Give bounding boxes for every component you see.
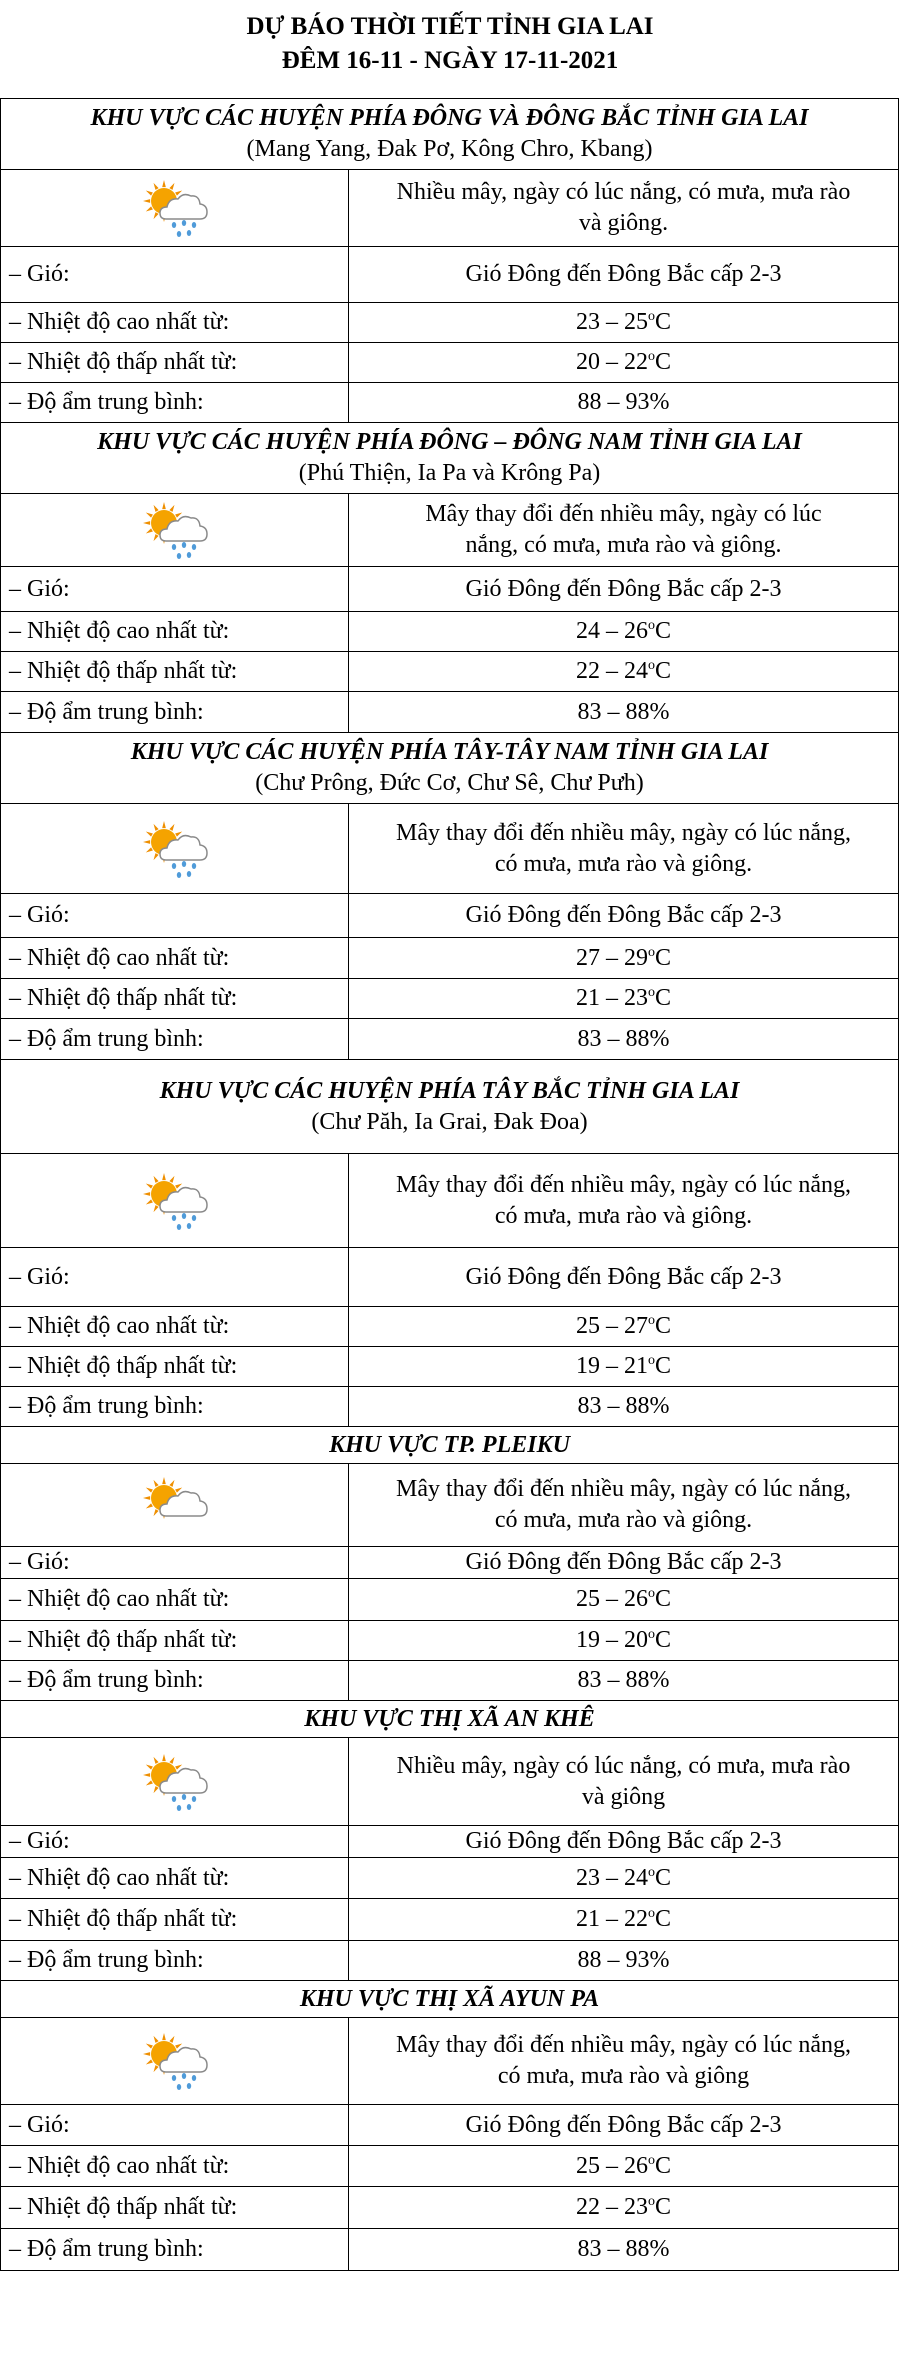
- degree-symbol: o: [647, 1906, 655, 1921]
- description-line: và giông: [581, 1783, 666, 1810]
- degree-symbol: o: [647, 985, 655, 1000]
- region-header: [1, 1427, 899, 1464]
- humidity-value: 83 – 88%: [349, 1019, 899, 1060]
- min-temp-label: – Nhiệt độ thấp nhất từ:: [1, 1621, 349, 1661]
- sun-cloud-rain-icon: [136, 173, 214, 243]
- min-temp-label: – Nhiệt độ thấp nhất từ:: [1, 2187, 349, 2229]
- min-temp-value: [349, 979, 899, 1019]
- temperature-range: 22 – 24: [575, 658, 648, 684]
- sun-cloud-rain-icon: [136, 495, 214, 565]
- degree-symbol: o: [647, 944, 655, 960]
- min-temp-value: [349, 2187, 899, 2229]
- region-name: KHU VỰC THỊ XÃ AN KHÊ: [304, 1705, 595, 1732]
- region-name: KHU VỰC CÁC HUYỆN PHÍA ĐÔNG – ĐÔNG NAM TỈNH GIA LAI: [97, 429, 802, 455]
- description-line: có mưa, mưa rào và giông.: [494, 850, 753, 877]
- humidity-label: – Độ ẩm trung bình:: [1, 1387, 349, 1427]
- humidity-label: – Độ ẩm trung bình:: [1, 692, 349, 733]
- wind-value: Gió Đông đến Đông Bắc cấp 2-3: [349, 1547, 899, 1579]
- description-line: Mây thay đổi đến nhiều mây, ngày có lúc nắng,: [396, 1476, 851, 1502]
- region-districts: (Chư Prông, Đức Cơ, Chư Sê, Chư Pưh): [255, 770, 644, 796]
- max-temp-value: [349, 1858, 899, 1899]
- region-districts: (Mang Yang, Đak Pơ, Kông Chro, Kbang): [246, 136, 653, 162]
- humidity-value: 83 – 88%: [349, 1661, 899, 1701]
- region-header: [1, 1060, 899, 1154]
- max-temp-label: – Nhiệt độ cao nhất từ:: [1, 612, 349, 652]
- max-temp-label: – Nhiệt độ cao nhất từ:: [1, 303, 349, 343]
- description-line: Mây thay đổi đến nhiều mây, ngày có lúc: [425, 501, 822, 527]
- title-line-2: ĐÊM 16-11 - NGÀY 17-11-2021: [281, 47, 619, 74]
- degree-symbol: o: [647, 1353, 655, 1368]
- temperature-range: 25 – 26: [575, 2152, 648, 2179]
- sun-cloud-rain-icon: [136, 2026, 214, 2096]
- humidity-value: 83 – 88%: [349, 692, 899, 733]
- temperature-unit: C: [654, 1313, 671, 1339]
- humidity-value: 88 – 93%: [349, 1941, 899, 1981]
- description-line: Mây thay đổi đến nhiều mây, ngày có lúc nắng,: [396, 2032, 851, 2058]
- weather-description: [349, 804, 899, 894]
- degree-symbol: o: [647, 658, 655, 673]
- max-temp-label: – Nhiệt độ cao nhất từ:: [1, 1579, 349, 1621]
- sun-cloud-rain-icon: [136, 1166, 214, 1236]
- min-temp-label: – Nhiệt độ thấp nhất từ:: [1, 1347, 349, 1387]
- max-temp-value: [349, 612, 899, 652]
- page-title: [0, 10, 900, 78]
- degree-symbol: o: [647, 1313, 655, 1328]
- region-header: [1, 733, 899, 804]
- degree-symbol: o: [647, 618, 655, 633]
- max-temp-value: [349, 303, 899, 343]
- title-line-1: DỰ BÁO THỜI TIẾT TỈNH GIA LAI: [246, 13, 654, 40]
- weather-icon-cell: [1, 1464, 349, 1547]
- sun-cloud-icon: [136, 1470, 214, 1540]
- weather-description: [349, 1154, 899, 1248]
- description-line: có mưa, mưa rào và giông.: [494, 1507, 753, 1533]
- max-temp-value: [349, 938, 899, 979]
- wind-label: – Gió:: [1, 1248, 349, 1307]
- weather-icon-cell: [1, 804, 349, 894]
- region-header: [1, 1981, 899, 2018]
- weather-description: [349, 1738, 899, 1826]
- max-temp-value: [349, 1307, 899, 1347]
- degree-symbol: o: [647, 349, 655, 364]
- wind-value: Gió Đông đến Đông Bắc cấp 2-3: [349, 1248, 899, 1307]
- wind-label: – Gió:: [1, 567, 349, 612]
- weather-description: [349, 494, 899, 567]
- weather-description: [349, 1464, 899, 1547]
- temperature-unit: C: [654, 309, 671, 335]
- max-temp-value: [349, 2146, 899, 2187]
- description-line: Mây thay đổi đến nhiều mây, ngày có lúc nắng,: [396, 1171, 851, 1198]
- weather-icon-cell: [1, 1738, 349, 1826]
- min-temp-value: [349, 343, 899, 383]
- wind-label: – Gió:: [1, 894, 349, 938]
- min-temp-value: [349, 652, 899, 692]
- wind-value: Gió Đông đến Đông Bắc cấp 2-3: [349, 1826, 899, 1858]
- humidity-value: 83 – 88%: [349, 1387, 899, 1427]
- temperature-range: 23 – 24: [575, 1864, 648, 1891]
- weather-icon-cell: [1, 2018, 349, 2105]
- wind-label: – Gió:: [1, 2105, 349, 2146]
- forecast-table: [0, 98, 899, 2271]
- min-temp-value: [349, 1347, 899, 1387]
- degree-symbol: o: [647, 1864, 655, 1880]
- weather-description: [349, 2018, 899, 2105]
- weather-description: [349, 170, 899, 247]
- min-temp-label: – Nhiệt độ thấp nhất từ:: [1, 343, 349, 383]
- region-header: [1, 1701, 899, 1738]
- temperature-unit: C: [654, 1353, 671, 1379]
- degree-symbol: o: [647, 2194, 655, 2209]
- region-name: KHU VỰC CÁC HUYỆN PHÍA TÂY BẮC TỈNH GIA LAI: [159, 1077, 740, 1104]
- region-name: KHU VỰC THỊ XÃ AYUN PA: [299, 1985, 600, 2012]
- temperature-range: 21 – 22: [575, 1906, 648, 1932]
- region-name: KHU VỰC CÁC HUYỆN PHÍA ĐÔNG VÀ ĐÔNG BẮC TỈNH GIA LAI: [90, 105, 809, 131]
- temperature-unit: C: [654, 1627, 671, 1653]
- wind-value: Gió Đông đến Đông Bắc cấp 2-3: [349, 2105, 899, 2146]
- description-line: nắng, có mưa, mưa rào và giông.: [465, 532, 782, 558]
- wind-label: – Gió:: [1, 1826, 349, 1858]
- temperature-unit: C: [654, 944, 671, 971]
- min-temp-value: [349, 1621, 899, 1661]
- humidity-value: 83 – 88%: [349, 2229, 899, 2271]
- weather-icon-cell: [1, 1154, 349, 1248]
- temperature-unit: C: [654, 1906, 671, 1932]
- weather-icon-cell: [1, 494, 349, 567]
- weather-icon-cell: [1, 170, 349, 247]
- min-temp-label: – Nhiệt độ thấp nhất từ:: [1, 1899, 349, 1941]
- min-temp-value: [349, 1899, 899, 1941]
- max-temp-value: [349, 1579, 899, 1621]
- temperature-range: 27 – 29: [575, 944, 648, 971]
- humidity-label: – Độ ẩm trung bình:: [1, 2229, 349, 2271]
- temperature-unit: C: [654, 618, 671, 644]
- min-temp-label: – Nhiệt độ thấp nhất từ:: [1, 652, 349, 692]
- description-line: và giông.: [578, 210, 669, 236]
- region-districts: (Chư Păh, Ia Grai, Đak Đoa): [311, 1108, 588, 1135]
- region-header: [1, 99, 899, 170]
- degree-symbol: o: [647, 1627, 655, 1642]
- temperature-range: 22 – 23: [575, 2194, 648, 2220]
- temperature-unit: C: [654, 658, 671, 684]
- temperature-range: 20 – 22: [575, 349, 648, 375]
- description-line: có mưa, mưa rào và giông.: [494, 1202, 753, 1229]
- region-name: KHU VỰC CÁC HUYỆN PHÍA TÂY-TÂY NAM TỈNH GIA LAI: [130, 739, 769, 765]
- region-districts: (Phú Thiện, Ia Pa và Krông Pa): [298, 460, 601, 486]
- temperature-unit: C: [654, 1864, 671, 1891]
- temperature-range: 19 – 21: [575, 1353, 648, 1379]
- temperature-range: 19 – 20: [575, 1627, 648, 1653]
- wind-value: Gió Đông đến Đông Bắc cấp 2-3: [349, 894, 899, 938]
- temperature-unit: C: [654, 2152, 671, 2179]
- temperature-range: 23 – 25: [575, 309, 648, 335]
- humidity-value: 88 – 93%: [349, 383, 899, 423]
- description-line: Nhiều mây, ngày có lúc nắng, có mưa, mưa rào: [396, 1752, 851, 1779]
- temperature-unit: C: [654, 2194, 671, 2220]
- temperature-range: 24 – 26: [575, 618, 648, 644]
- wind-label: – Gió:: [1, 247, 349, 303]
- max-temp-label: – Nhiệt độ cao nhất từ:: [1, 938, 349, 979]
- max-temp-label: – Nhiệt độ cao nhất từ:: [1, 2146, 349, 2187]
- temperature-unit: C: [654, 1586, 671, 1612]
- degree-symbol: o: [647, 309, 655, 324]
- max-temp-label: – Nhiệt độ cao nhất từ:: [1, 1858, 349, 1899]
- wind-value: Gió Đông đến Đông Bắc cấp 2-3: [349, 247, 899, 303]
- region-header: [1, 423, 899, 494]
- degree-symbol: o: [647, 2152, 655, 2168]
- humidity-label: – Độ ẩm trung bình:: [1, 1661, 349, 1701]
- temperature-unit: C: [654, 985, 671, 1011]
- temperature-range: 25 – 27: [575, 1313, 648, 1339]
- temperature-range: 21 – 23: [575, 985, 648, 1011]
- temperature-range: 25 – 26: [575, 1586, 648, 1612]
- temperature-unit: C: [654, 349, 671, 375]
- description-line: có mưa, mưa rào và giông: [497, 2063, 750, 2089]
- description-line: Mây thay đổi đến nhiều mây, ngày có lúc nắng,: [396, 819, 851, 846]
- max-temp-label: – Nhiệt độ cao nhất từ:: [1, 1307, 349, 1347]
- humidity-label: – Độ ẩm trung bình:: [1, 1019, 349, 1060]
- sun-cloud-rain-icon: [136, 814, 214, 884]
- degree-symbol: o: [647, 1586, 655, 1601]
- description-line: Nhiều mây, ngày có lúc nắng, có mưa, mưa rào: [396, 179, 851, 205]
- region-name: KHU VỰC TP. PLEIKU: [329, 1431, 570, 1458]
- wind-value: Gió Đông đến Đông Bắc cấp 2-3: [349, 567, 899, 612]
- sun-cloud-rain-icon: [136, 1747, 214, 1817]
- wind-label: – Gió:: [1, 1547, 349, 1579]
- min-temp-label: – Nhiệt độ thấp nhất từ:: [1, 979, 349, 1019]
- humidity-label: – Độ ẩm trung bình:: [1, 383, 349, 423]
- humidity-label: – Độ ẩm trung bình:: [1, 1941, 349, 1981]
